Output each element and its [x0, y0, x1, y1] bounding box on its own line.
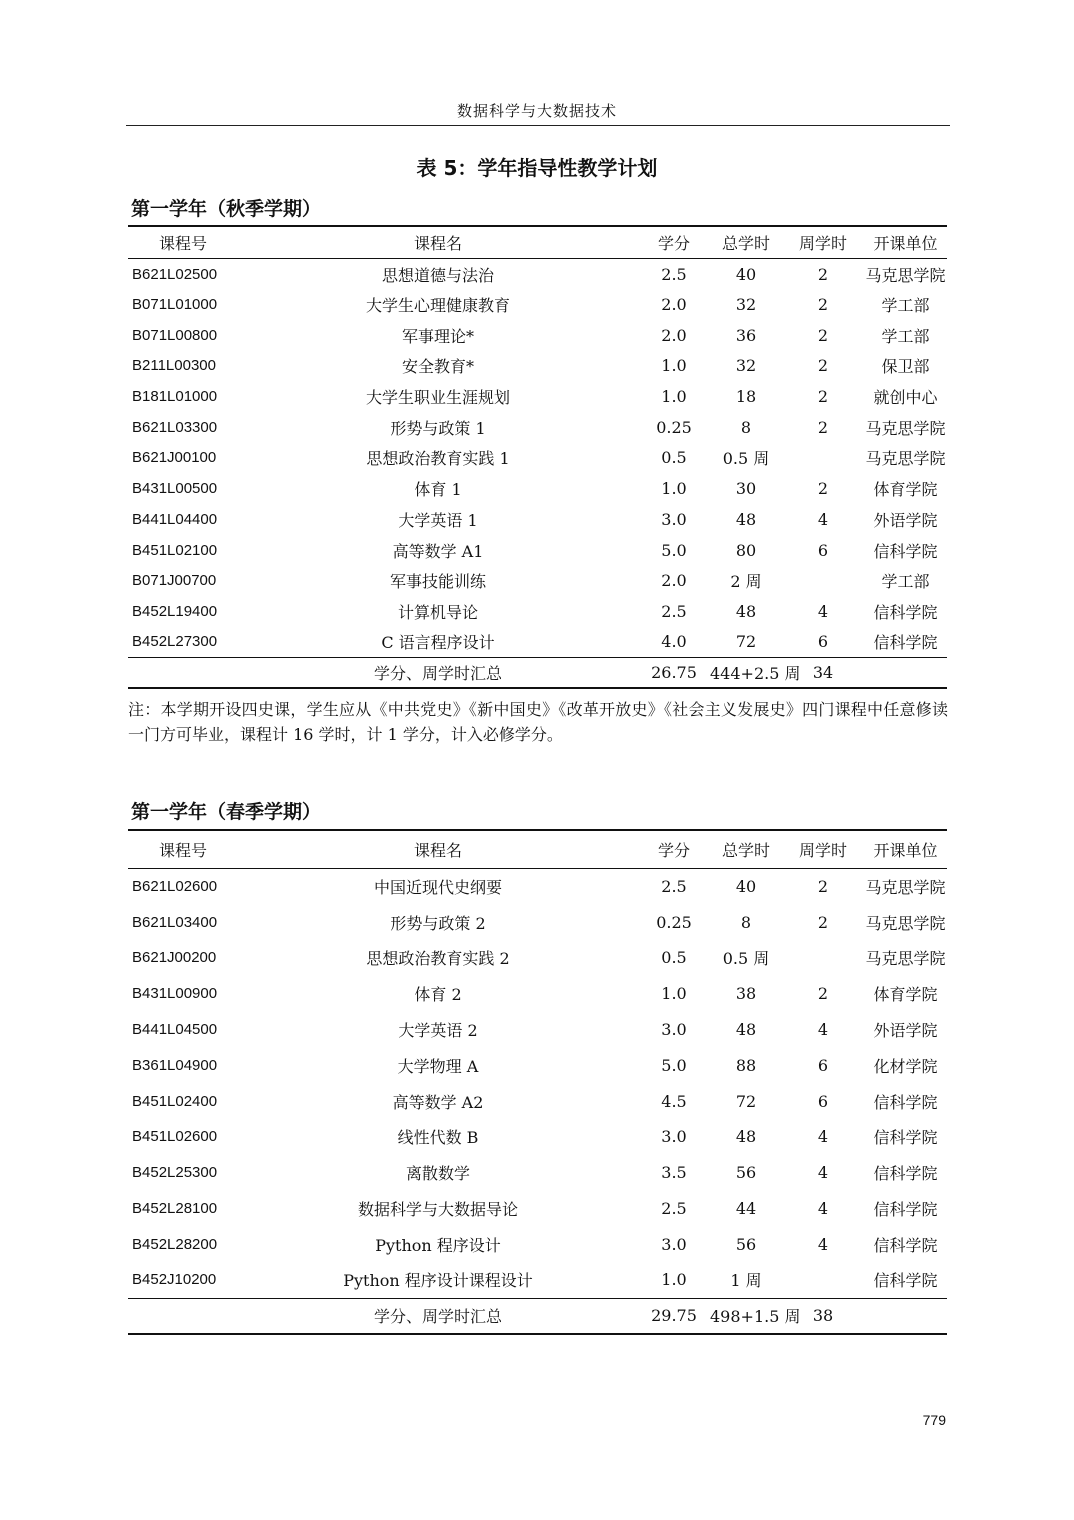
- credits-cell: 2.0: [661, 295, 687, 315]
- course-code-cell: B441L04500: [132, 1021, 218, 1039]
- table-row: [128, 320, 947, 351]
- course-name-cell: 安全教育*: [401, 357, 474, 377]
- total-hours-cell: 32: [735, 295, 757, 315]
- total-hours-cell: 8: [740, 417, 752, 437]
- total-weekly-cell: 34: [782, 657, 864, 688]
- table-row: [128, 869, 947, 905]
- running-header: 数据科学与大数据技术: [456, 102, 617, 120]
- total-hours-cell: 44: [735, 1199, 757, 1219]
- weekly-hours-cell: 6: [817, 540, 829, 560]
- course-code-cell: B621L03300: [132, 418, 218, 436]
- department-cell: 信科学院: [873, 633, 938, 653]
- department-cell: 学工部: [881, 326, 930, 346]
- table-header-row: [128, 830, 947, 869]
- weekly-hours-cell: 4: [817, 509, 829, 529]
- credits-cell: 3.0: [661, 1127, 687, 1147]
- table-row: [128, 1083, 947, 1119]
- total-label-cell: 学分、周学时汇总: [238, 657, 638, 688]
- weekly-hours-cell: [782, 940, 864, 976]
- course-name-cell: 大学生职业生涯规划: [365, 388, 510, 408]
- col-header-code: 课程号: [128, 830, 238, 869]
- credits-cell: 2.5: [661, 1199, 687, 1219]
- total-hours-cell: 48: [735, 601, 757, 621]
- total-hours-cell: 8: [740, 912, 752, 932]
- weekly-hours-cell: 6: [817, 1091, 829, 1111]
- course-name-cell: Python 程序设计课程设计: [343, 1271, 533, 1291]
- course-name-cell: 形势与政策 2: [390, 913, 486, 933]
- department-cell: 体育学院: [873, 985, 938, 1005]
- course-code-cell: B361L04900: [132, 1056, 218, 1074]
- credits-cell: 1.0: [661, 479, 687, 499]
- weekly-hours-cell: 4: [817, 1020, 829, 1040]
- course-name-cell: 体育 1: [414, 480, 462, 500]
- course-code-cell: B452L28100: [132, 1200, 218, 1218]
- course-name-cell: 思想政治教育实践 2: [366, 949, 510, 969]
- total-hours-cell: 48: [735, 1020, 757, 1040]
- table-row: [128, 976, 947, 1012]
- credits-cell: 1.0: [661, 1270, 687, 1290]
- course-code-cell: B452L25300: [132, 1164, 218, 1182]
- total-spacer-cell: [864, 657, 947, 688]
- course-code-cell: B071J00700: [132, 572, 217, 590]
- department-cell: 就创中心: [873, 388, 938, 408]
- total-spacer-cell: [128, 657, 238, 688]
- department-cell: 信科学院: [873, 1092, 938, 1112]
- credits-cell: 0.5: [661, 448, 687, 468]
- page-number: 779: [922, 1412, 946, 1428]
- credits-cell: 3.0: [661, 1234, 687, 1254]
- credits-cell: 2.0: [661, 571, 687, 591]
- total-hours-cell: 48: [735, 1127, 757, 1147]
- col-header-total-hours: 总学时: [710, 226, 782, 259]
- credits-cell: 2.5: [661, 877, 687, 897]
- credits-cell: 5.0: [661, 1055, 687, 1075]
- course-name-cell: 思想政治教育实践 1: [366, 449, 510, 469]
- credits-cell: 3.0: [661, 509, 687, 529]
- course-code-cell: B071L00800: [132, 326, 218, 344]
- table-row: [128, 289, 947, 320]
- total-hours-cell: 1 周: [730, 1271, 762, 1291]
- table-row: [128, 1155, 947, 1191]
- total-hours-cell: 40: [735, 877, 757, 897]
- col-header-department: 开课单位: [864, 226, 947, 259]
- weekly-hours-cell: [782, 443, 864, 474]
- credits-cell: 0.25: [656, 912, 692, 932]
- weekly-hours-cell: 4: [817, 1127, 829, 1147]
- col-header-total-hours: 总学时: [710, 830, 782, 869]
- total-hours-cell: 40: [735, 264, 757, 284]
- total-credits-cell: 29.75: [638, 1298, 710, 1334]
- credits-cell: 2.0: [661, 325, 687, 345]
- course-name-cell: 高等数学 A1: [392, 541, 484, 561]
- credits-cell: 1.0: [661, 356, 687, 376]
- section-title-autumn: 第一学年（秋季学期）: [131, 198, 322, 220]
- weekly-hours-cell: 4: [817, 1199, 829, 1219]
- department-cell: 信科学院: [873, 1128, 938, 1148]
- total-hours-cell: 80: [735, 540, 757, 560]
- course-code-cell: B451L02400: [132, 1092, 218, 1110]
- table-row: [128, 565, 947, 596]
- col-header-credits: 学分: [638, 830, 710, 869]
- course-name-cell: 军事技能训练: [389, 572, 486, 592]
- course-name-cell: 大学生心理健康教育: [365, 296, 510, 316]
- total-row: [128, 657, 947, 688]
- department-cell: 信科学院: [873, 1200, 938, 1220]
- course-name-cell: 离散数学: [405, 1164, 470, 1184]
- col-header-name: 课程名: [238, 226, 638, 259]
- department-cell: 化材学院: [873, 1056, 938, 1076]
- department-cell: 外语学院: [873, 1021, 938, 1041]
- total-hours-cell: 498+1.5 周: [710, 1298, 782, 1334]
- total-spacer-cell: [864, 1298, 947, 1334]
- table-row: [128, 535, 947, 566]
- department-cell: 体育学院: [873, 480, 938, 500]
- col-header-name: 课程名: [238, 830, 638, 869]
- course-name-cell: 线性代数 B: [397, 1128, 479, 1148]
- table-row: [128, 627, 947, 658]
- course-code-cell: B621J00100: [132, 449, 217, 467]
- course-code-cell: B451L02600: [132, 1128, 218, 1146]
- course-code-cell: B452L19400: [132, 602, 218, 620]
- course-name-cell: 大学英语 2: [398, 1021, 478, 1041]
- department-cell: 学工部: [881, 572, 930, 592]
- credits-cell: 2.5: [661, 264, 687, 284]
- course-code-cell: B181L01000: [132, 388, 218, 406]
- weekly-hours-cell: 2: [817, 984, 829, 1004]
- course-name-cell: 计算机导论: [397, 602, 478, 622]
- header-rule: [126, 125, 950, 126]
- course-name-cell: 大学物理 A: [397, 1056, 479, 1076]
- course-name-cell: 形势与政策 1: [390, 418, 486, 438]
- department-cell: 学工部: [881, 296, 930, 316]
- course-name-cell: 思想道德与法治: [381, 265, 494, 285]
- weekly-hours-cell: 2: [817, 417, 829, 437]
- table-row: [128, 504, 947, 535]
- course-name-cell: 中国近现代史纲要: [373, 878, 502, 898]
- total-hours-cell: 0.5 周: [722, 949, 770, 969]
- department-cell: 信科学院: [873, 602, 938, 622]
- total-spacer-cell: [128, 1298, 238, 1334]
- credits-cell: 1.0: [661, 984, 687, 1004]
- table-row: [128, 1262, 947, 1298]
- total-row: [128, 1298, 947, 1334]
- course-name-cell: 体育 2: [414, 985, 462, 1005]
- total-label-cell: 学分、周学时汇总: [238, 1298, 638, 1334]
- department-cell: 马克思学院: [865, 949, 946, 969]
- total-hours-cell: 30: [735, 479, 757, 499]
- course-name-cell: C 语言程序设计: [381, 633, 495, 653]
- credits-cell: 1.0: [661, 387, 687, 407]
- course-code-cell: B441L04400: [132, 510, 218, 528]
- course-code-cell: B452J10200: [132, 1271, 217, 1289]
- department-cell: 信科学院: [873, 541, 938, 561]
- course-code-cell: B211L00300: [132, 357, 216, 375]
- table-row: [128, 381, 947, 412]
- course-name-cell: 数据科学与大数据导论: [357, 1200, 518, 1220]
- course-code-cell: B621J00200: [132, 949, 217, 967]
- col-header-weekly-hours: 周学时: [782, 226, 864, 259]
- weekly-hours-cell: 2: [817, 356, 829, 376]
- table-row: [128, 473, 947, 504]
- total-hours-cell: 56: [735, 1163, 757, 1183]
- weekly-hours-cell: 4: [817, 1163, 829, 1183]
- course-code-cell: B621L02500: [132, 265, 218, 283]
- course-name-cell: Python 程序设计: [375, 1235, 501, 1255]
- table-row: [128, 1012, 947, 1048]
- total-hours-cell: 72: [735, 1091, 757, 1111]
- weekly-hours-cell: 2: [817, 479, 829, 499]
- weekly-hours-cell: 2: [817, 912, 829, 932]
- course-code-cell: B621L02600: [132, 878, 218, 896]
- table-title: 表 5：学年指导性教学计划: [416, 156, 658, 180]
- weekly-hours-cell: 6: [817, 632, 829, 652]
- credits-cell: 2.5: [661, 601, 687, 621]
- weekly-hours-cell: 6: [817, 1055, 829, 1075]
- weekly-hours-cell: 2: [817, 325, 829, 345]
- weekly-hours-cell: [782, 565, 864, 596]
- col-header-weekly-hours: 周学时: [782, 830, 864, 869]
- col-header-code: 课程号: [128, 226, 238, 259]
- department-cell: 马克思学院: [865, 913, 946, 933]
- section-title-spring: 第一学年（春季学期）: [131, 801, 322, 823]
- total-hours-cell: 36: [735, 325, 757, 345]
- course-code-cell: B071L01000: [132, 296, 218, 314]
- table-row: [128, 904, 947, 940]
- table-row: [128, 351, 947, 382]
- department-cell: 保卫部: [881, 357, 930, 377]
- department-cell: 信科学院: [873, 1164, 938, 1184]
- table-row: [128, 259, 947, 290]
- table-row: [128, 596, 947, 627]
- col-header-department: 开课单位: [864, 830, 947, 869]
- department-cell: 马克思学院: [865, 418, 946, 438]
- credits-cell: 5.0: [661, 540, 687, 560]
- department-cell: 马克思学院: [865, 449, 946, 469]
- course-code-cell: B451L02100: [132, 541, 218, 559]
- note-text: 注：本学期开设四史课，学生应从《中共党史》《新中国史》《改革开放史》《社会主义发展史》四门课程中任意修读一门方可毕业，课程计 16 学时，计 1 学分，计入必修学分。: [128, 700, 948, 744]
- credits-cell: 3.5: [661, 1163, 687, 1183]
- department-cell: 信科学院: [873, 1271, 938, 1291]
- table-row: [128, 1047, 947, 1083]
- course-code-cell: B452L27300: [132, 633, 218, 651]
- department-cell: 马克思学院: [865, 878, 946, 898]
- total-hours-cell: 444+2.5 周: [710, 657, 782, 688]
- department-cell: 外语学院: [873, 510, 938, 530]
- course-table-spring: [128, 829, 947, 1335]
- total-hours-cell: 0.5 周: [722, 449, 770, 469]
- credits-cell: 0.25: [656, 417, 692, 437]
- course-code-cell: B431L00900: [132, 985, 218, 1003]
- weekly-hours-cell: 4: [817, 1234, 829, 1254]
- table-header-row: [128, 226, 947, 259]
- total-credits-cell: 26.75: [638, 657, 710, 688]
- course-code-cell: B621L03400: [132, 913, 218, 931]
- credits-cell: 0.5: [661, 948, 687, 968]
- weekly-hours-cell: 2: [817, 387, 829, 407]
- total-hours-cell: 72: [735, 632, 757, 652]
- credits-cell: 4.5: [661, 1091, 687, 1111]
- total-hours-cell: 56: [735, 1234, 757, 1254]
- credits-cell: 3.0: [661, 1020, 687, 1040]
- total-hours-cell: 32: [735, 356, 757, 376]
- total-hours-cell: 2 周: [730, 572, 762, 592]
- weekly-hours-cell: 4: [817, 601, 829, 621]
- weekly-hours-cell: [782, 1262, 864, 1298]
- weekly-hours-cell: 2: [817, 295, 829, 315]
- weekly-hours-cell: 2: [817, 877, 829, 897]
- course-name-cell: 高等数学 A2: [392, 1092, 484, 1112]
- total-hours-cell: 88: [735, 1055, 757, 1075]
- table-row: [128, 940, 947, 976]
- table-row: [128, 1191, 947, 1227]
- table-row: [128, 1226, 947, 1262]
- course-name-cell: 军事理论*: [401, 326, 474, 346]
- course-code-cell: B452L28200: [132, 1235, 218, 1253]
- department-cell: 马克思学院: [865, 265, 946, 285]
- total-hours-cell: 38: [735, 984, 757, 1004]
- table-row: [128, 443, 947, 474]
- course-table-autumn: [128, 225, 947, 689]
- weekly-hours-cell: 2: [817, 264, 829, 284]
- table-row: [128, 1119, 947, 1155]
- department-cell: 信科学院: [873, 1235, 938, 1255]
- col-header-credits: 学分: [638, 226, 710, 259]
- course-name-cell: 大学英语 1: [398, 510, 478, 530]
- course-code-cell: B431L00500: [132, 480, 218, 498]
- credits-cell: 4.0: [661, 632, 687, 652]
- table-row: [128, 412, 947, 443]
- total-hours-cell: 48: [735, 509, 757, 529]
- total-hours-cell: 18: [735, 387, 757, 407]
- total-weekly-cell: 38: [782, 1298, 864, 1334]
